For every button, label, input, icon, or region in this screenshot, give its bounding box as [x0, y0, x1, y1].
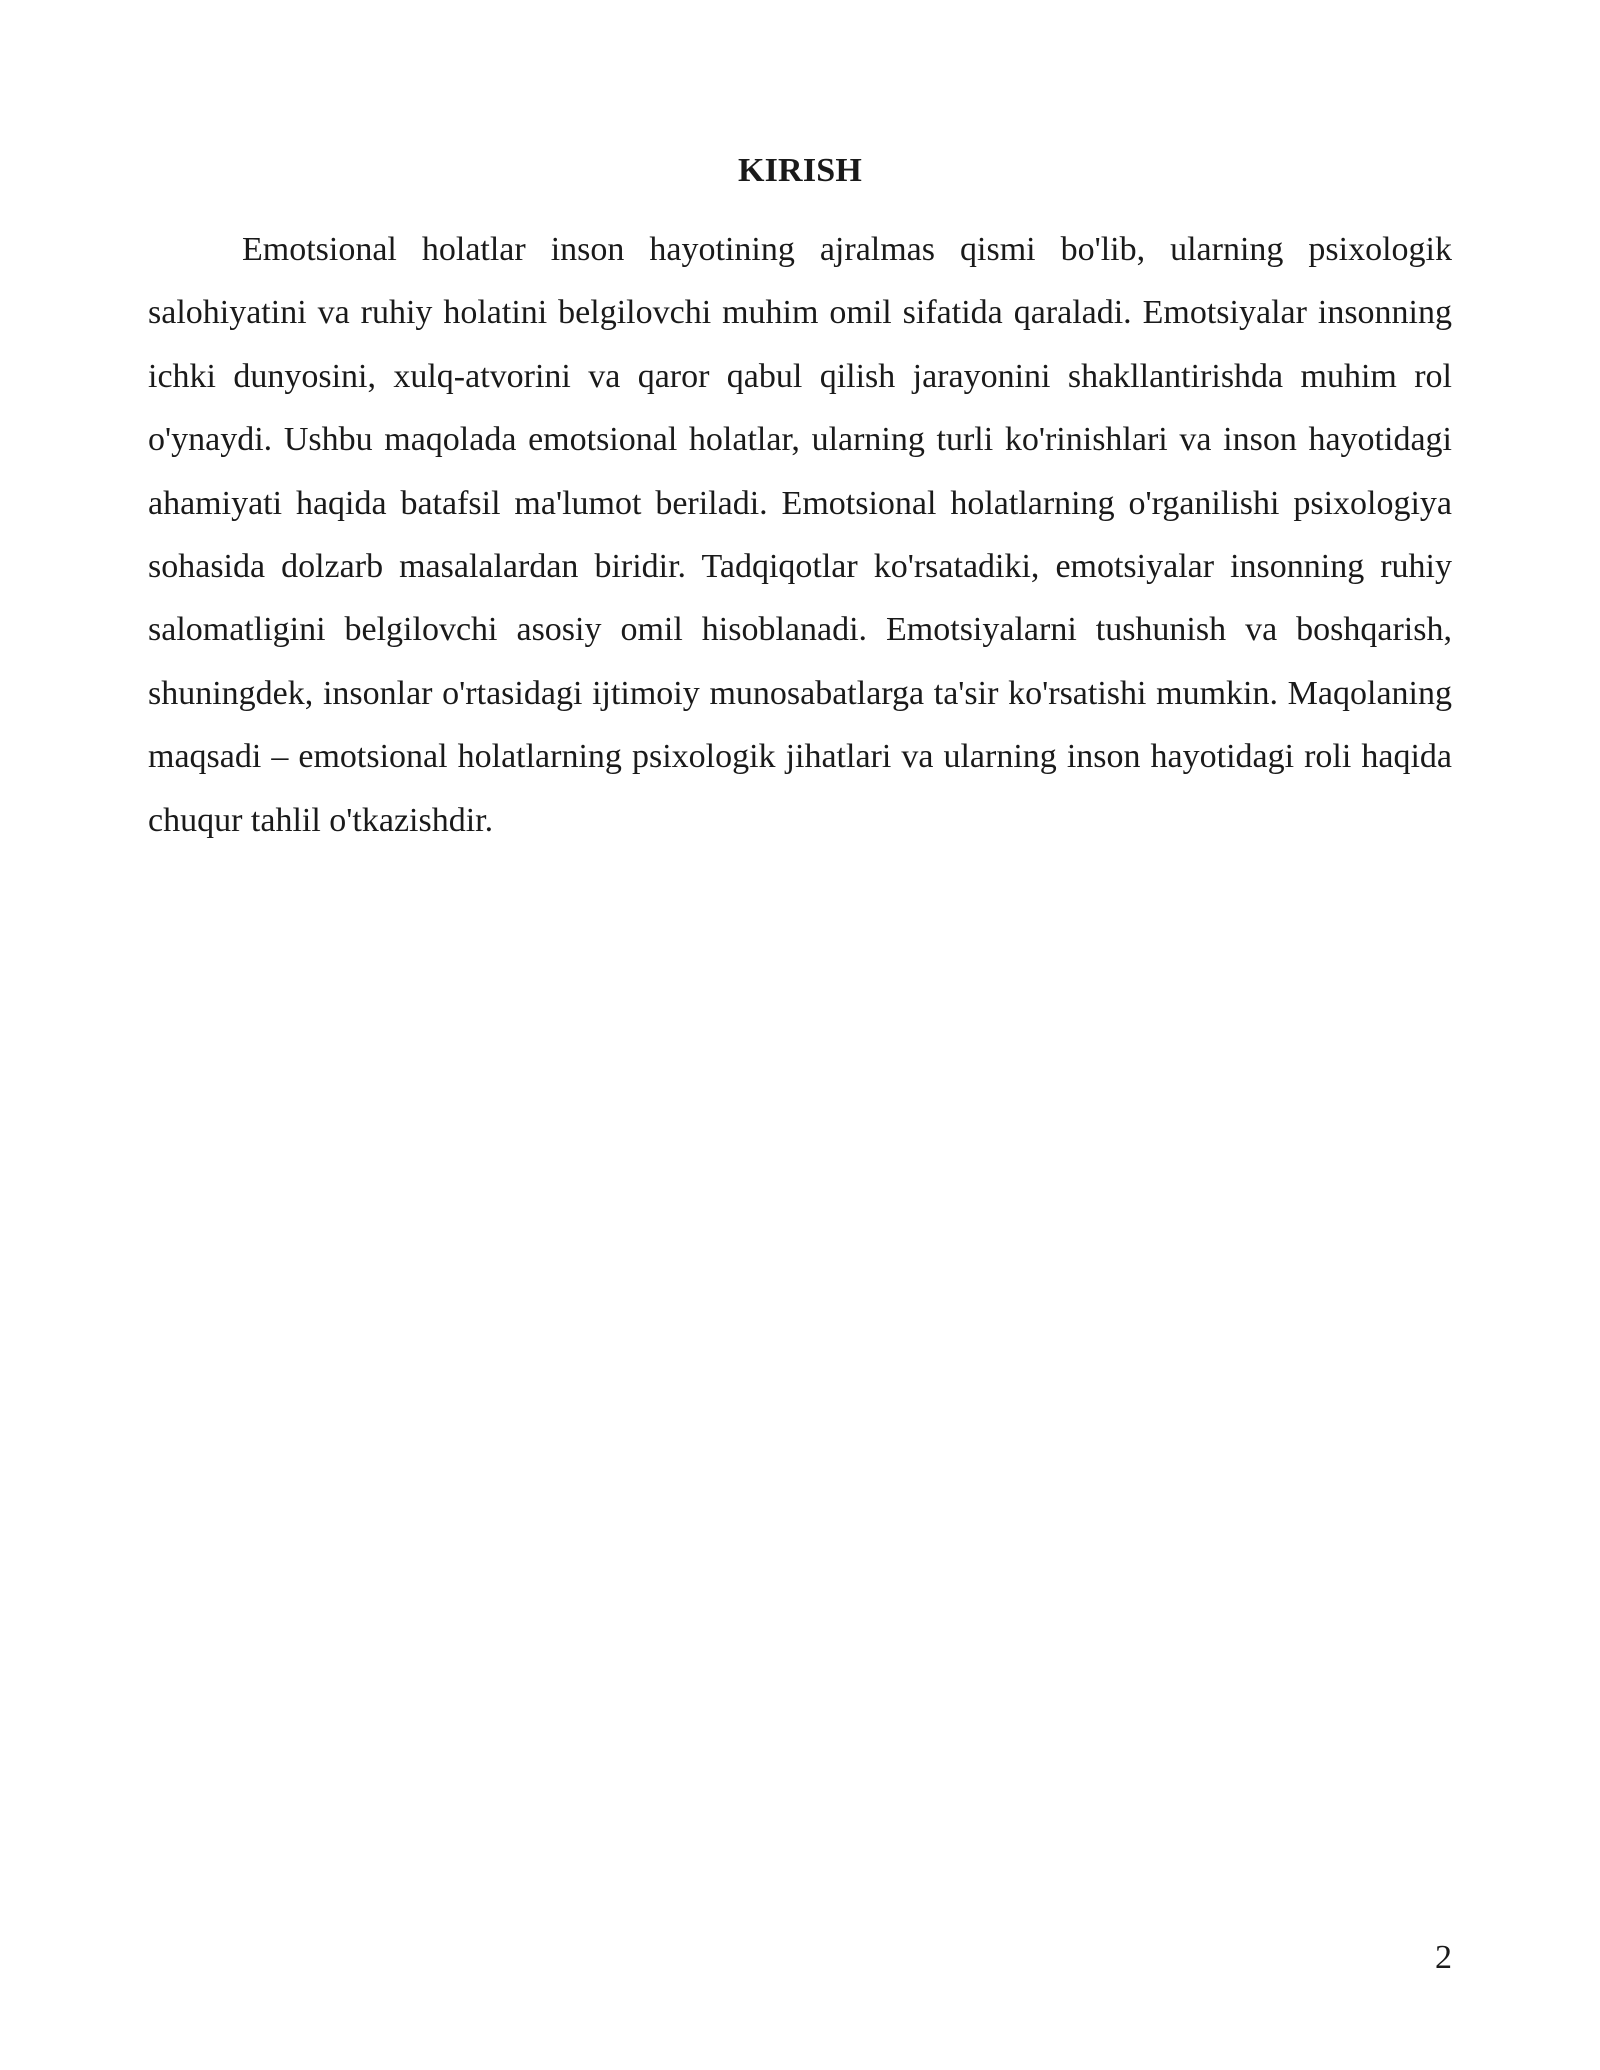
page-content	[148, 146, 1452, 852]
section-heading: KIRISH	[737, 152, 863, 189]
body-paragraph: Emotsional holatlar inson hayotining ajralmas qismi bo'lib, ularning psixologik salohiyatini va ruhiy holatini belgilovchi muhim omil sifatida qaraladi. Emotsiyalar insonning ichki dunyosini, xulq-atvorini va qaror qabul qilish jarayonini shakllantirishda muhim rol o'ynaydi. Ushbu maqolada emotsional holatlar, ularning turli ko'rinishlari va inson hayotidagi ahamiyati haqida batafsil ma'lumot beriladi. Emotsional holatlarning o'rganilishi psixologiya sohasida dolzarb masalalardan biridir. Tadqiqotlar ko'rsatadiki, emotsiyalar insonning ruhiy salomatligini belgilovchi asosiy omil hisoblanadi. Emotsiyalarni tushunish va boshqarish, shuningdek, insonlar o'rtasidagi ijtimoiy munosabatlarga ta'sir ko'rsatishi mumkin. Maqolaning maqsadi – emotsional holatlarning psixologik jihatlari va ularning inson hayotidagi roli haqida chuqur tahlil o'tkazishdir.	[148, 231, 1452, 839]
page-number: 2	[1435, 1939, 1452, 1976]
